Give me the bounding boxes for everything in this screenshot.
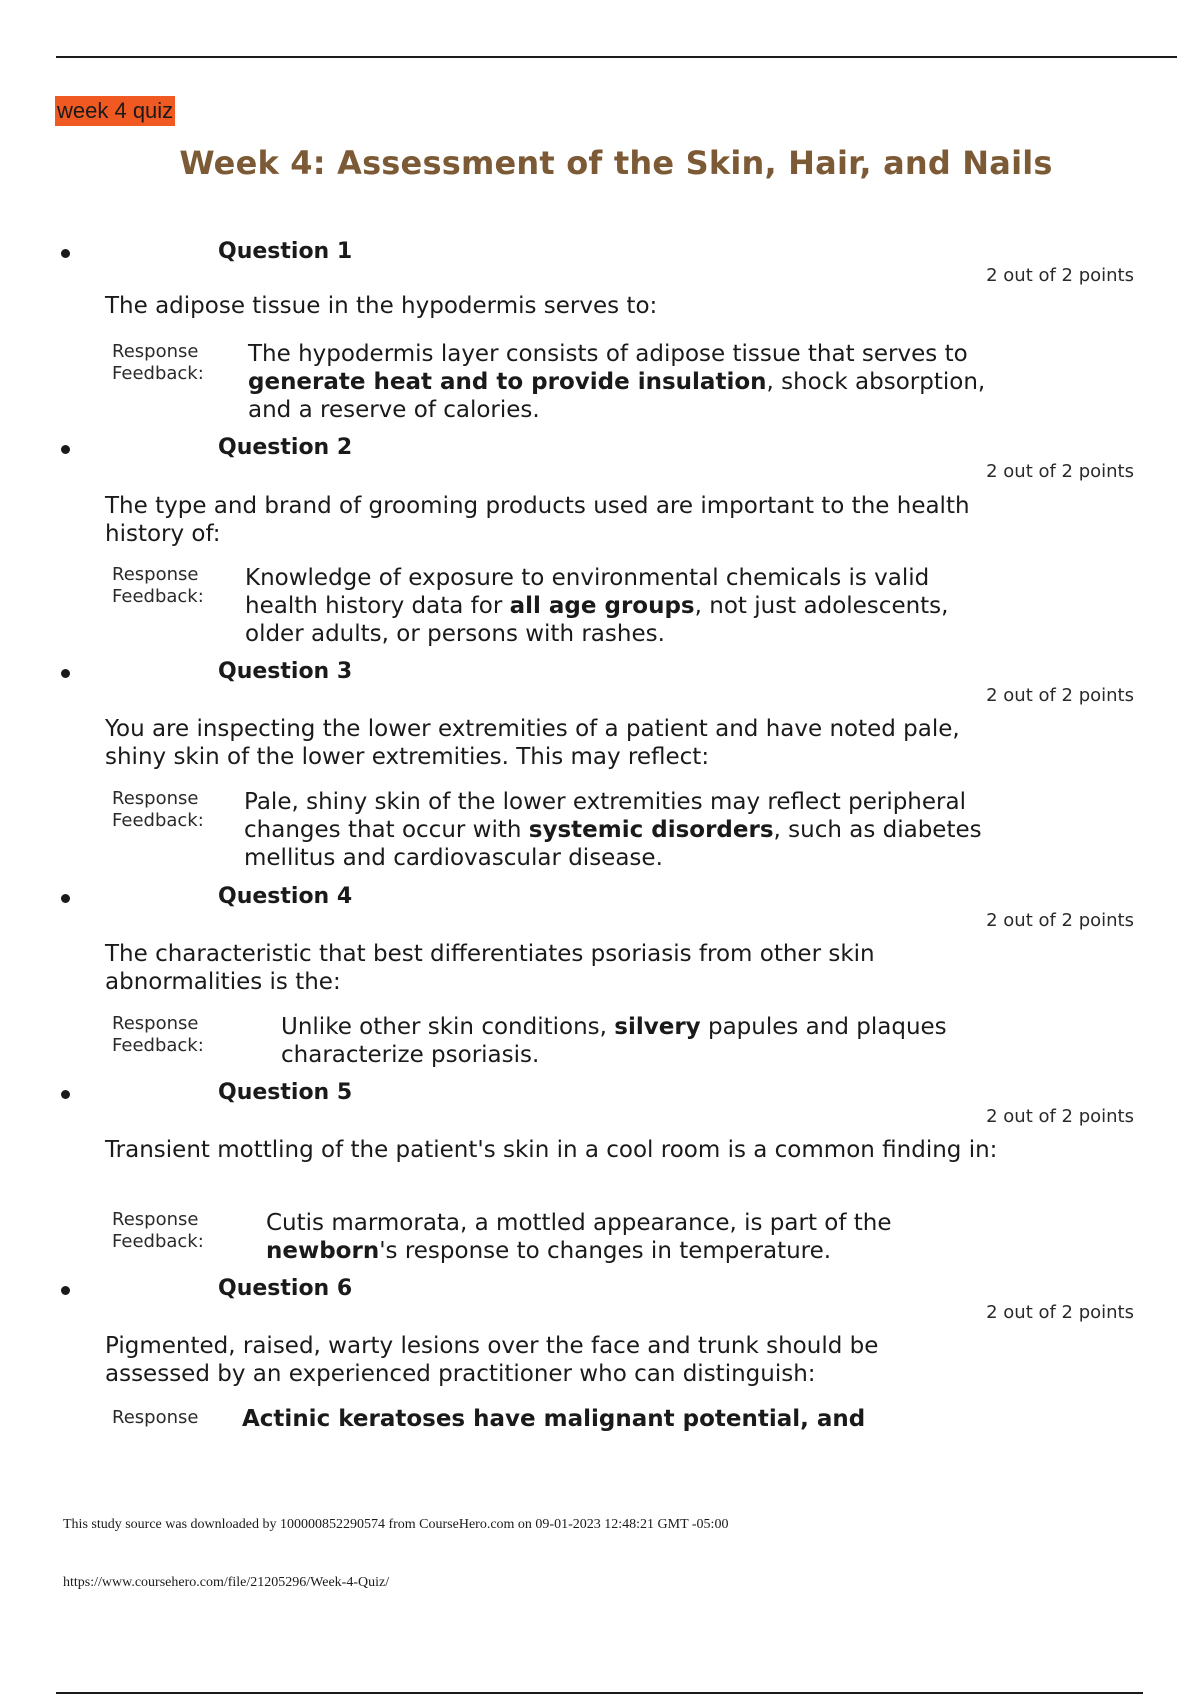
page-title: Week 4: Assessment of the Skin, Hair, and Nails — [179, 144, 1053, 182]
question-text: The adipose tissue in the hypodermis serves to: — [105, 293, 658, 319]
response-feedback-label: Response — [112, 1407, 199, 1428]
question-label: Question 4 — [218, 884, 353, 909]
question-label: Question 3 — [218, 659, 353, 684]
question-item — [0, 1079, 1200, 1264]
question-points: 2 out of 2 points — [986, 1302, 1134, 1323]
bullet-icon — [61, 1090, 70, 1099]
question-points: 2 out of 2 points — [986, 1106, 1134, 1127]
bullet-icon — [61, 1286, 70, 1295]
response-feedback-label: Response Feedback: — [112, 788, 204, 831]
bullet-icon — [61, 445, 70, 454]
question-points: 2 out of 2 points — [986, 685, 1134, 706]
response-feedback-label: Response Feedback: — [112, 1013, 204, 1056]
question-points: 2 out of 2 points — [986, 910, 1134, 931]
question-text: Pigmented, raised, warty lesions over the face and trunk should be assessed by an experienced practitioner who can distinguish: — [105, 1333, 879, 1387]
question-label: Question 2 — [218, 435, 353, 460]
response-feedback-text: Cutis marmorata, a mottled appearance, is part of the newborn's response to changes in temperature. — [266, 1210, 892, 1264]
bullet-icon — [61, 669, 70, 678]
question-item — [0, 434, 1200, 647]
download-source-line: This study source was downloaded by 100000852290574 from CourseHero.com on 09-01-2023 12:48:21 GMT -05:00 — [63, 1517, 729, 1532]
question-label: Question 1 — [218, 239, 353, 264]
response-feedback-label: Response Feedback: — [112, 1209, 204, 1252]
question-points: 2 out of 2 points — [986, 461, 1134, 482]
bottom-rule — [56, 1692, 1143, 1694]
response-feedback-text: Knowledge of exposure to environmental chemicals is valid health history data for all age groups, not just adolescents, older adults, or persons with rashes. — [245, 565, 949, 647]
response-feedback-label: Response Feedback: — [112, 341, 204, 384]
response-feedback-text: Unlike other skin conditions, silvery papules and plaques characterize psoriasis. — [281, 1014, 947, 1068]
source-url-link[interactable]: https://www.coursehero.com/file/21205296/Week-4-Quiz/ — [63, 1575, 390, 1590]
bullet-icon — [61, 249, 70, 258]
response-feedback-text: Actinic keratoses have malignant potential, and — [242, 1406, 866, 1432]
question-item — [0, 883, 1200, 1068]
question-text: The type and brand of grooming products used are important to the health history of: — [105, 493, 970, 547]
question-text: You are inspecting the lower extremities of a patient and have noted pale, shiny skin of the lower extremities. This may reflect: — [105, 716, 960, 770]
response-feedback-text: The hypodermis layer consists of adipose tissue that serves to generate heat and to provide insulation, shock absorption, and a reserve of calories. — [248, 341, 986, 423]
question-label: Question 5 — [218, 1080, 353, 1105]
question-label: Question 6 — [218, 1276, 353, 1301]
question-text: The characteristic that best differentiates psoriasis from other skin abnormalities is the: — [105, 941, 875, 995]
question-text: Transient mottling of the patient's skin in a cool room is a common finding in: — [105, 1137, 998, 1163]
question-item — [0, 238, 1200, 423]
response-feedback-label: Response Feedback: — [112, 564, 204, 607]
question-item — [0, 1275, 1200, 1445]
question-item — [0, 658, 1200, 871]
bullet-icon — [61, 894, 70, 903]
response-feedback-text: Pale, shiny skin of the lower extremities may reflect peripheral changes that occur with systemic disorders, such as diabetes mellitus and cardiovascular disease. — [244, 789, 982, 871]
question-points: 2 out of 2 points — [986, 265, 1134, 286]
week-tag: week 4 quiz — [55, 96, 175, 126]
